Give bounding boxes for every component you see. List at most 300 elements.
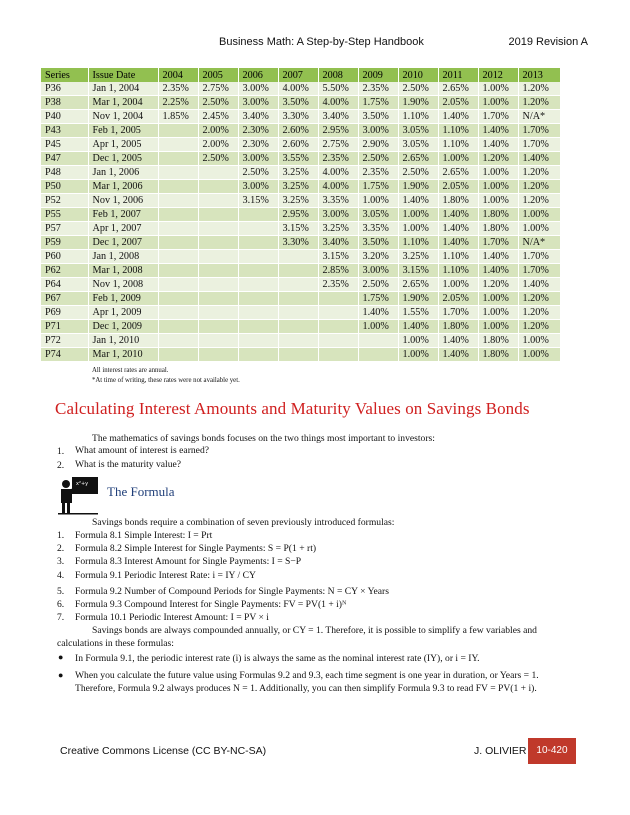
table-cell: 2.35% [358, 166, 398, 180]
table-cell: 1.20% [518, 320, 560, 334]
table-cell: P43 [41, 124, 88, 138]
table-cell [198, 348, 238, 362]
table-cell [158, 152, 198, 166]
table-cell: 1.00% [478, 306, 518, 320]
table-cell [318, 334, 358, 348]
bullet-dot: ● [58, 670, 64, 680]
table-cell: 1.40% [438, 348, 478, 362]
table-cell [198, 194, 238, 208]
table-cell: 5.50% [318, 82, 358, 96]
table-cell: 2.35% [158, 82, 198, 96]
table-cell [198, 292, 238, 306]
table-cell: 1.00% [398, 334, 438, 348]
table-cell: 1.00% [478, 96, 518, 110]
table-cell: 3.00% [358, 264, 398, 278]
table-cell: 1.20% [518, 180, 560, 194]
table-cell: 1.00% [518, 222, 560, 236]
table-cell [158, 222, 198, 236]
table-cell: 1.55% [398, 306, 438, 320]
table-row [41, 138, 560, 152]
table-cell [158, 250, 198, 264]
table-cell [158, 320, 198, 334]
formula-number: 1. [57, 530, 65, 541]
table-cell: N/A* [518, 236, 560, 250]
table-cell: 4.00% [318, 96, 358, 110]
table-cell: 1.10% [438, 124, 478, 138]
footer-author: J. OLIVIER [474, 745, 527, 757]
table-cell: 1.80% [478, 334, 518, 348]
table-row [41, 348, 560, 362]
table-cell: 1.40% [478, 124, 518, 138]
table-cell: 1.00% [518, 348, 560, 362]
table-cell: 1.00% [398, 348, 438, 362]
column-header: 2011 [438, 68, 478, 82]
table-row [41, 306, 560, 320]
table-cell: Mar 1, 2008 [88, 264, 158, 278]
table-cell: 1.20% [478, 278, 518, 292]
table-cell [198, 278, 238, 292]
formula-number: 7. [57, 612, 65, 623]
table-cell: P74 [41, 348, 88, 362]
table-cell: 1.00% [478, 292, 518, 306]
table-cell [198, 320, 238, 334]
table-cell: 2.65% [398, 278, 438, 292]
table-cell: 1.00% [438, 278, 478, 292]
footer-license: Creative Commons License (CC BY-NC-SA) [60, 745, 267, 757]
table-cell: 3.35% [318, 194, 358, 208]
table-cell: P64 [41, 278, 88, 292]
table-cell: 3.25% [278, 180, 318, 194]
table-cell: Mar 1, 2006 [88, 180, 158, 194]
table-cell: 3.35% [358, 222, 398, 236]
table-cell: Feb 1, 2005 [88, 124, 158, 138]
table-cell: P47 [41, 152, 88, 166]
table-note-unavailable: *At time of writing, these rates were not available yet. [92, 377, 240, 384]
question-number: 2. [57, 460, 65, 471]
table-cell: 1.10% [438, 250, 478, 264]
table-row [41, 292, 560, 306]
table-cell: P40 [41, 110, 88, 124]
table-cell [278, 278, 318, 292]
table-cell [158, 194, 198, 208]
table-cell: 1.40% [358, 306, 398, 320]
table-cell: Dec 1, 2009 [88, 320, 158, 334]
table-cell [238, 348, 278, 362]
formula-number: 3. [57, 556, 65, 567]
table-cell: P45 [41, 138, 88, 152]
table-cell: P59 [41, 236, 88, 250]
table-cell: 2.25% [158, 96, 198, 110]
table-cell: 1.80% [478, 208, 518, 222]
table-cell [158, 208, 198, 222]
table-cell: Jan 1, 2004 [88, 82, 158, 96]
table-cell: 2.05% [438, 96, 478, 110]
table-cell [158, 348, 198, 362]
table-cell: Feb 1, 2007 [88, 208, 158, 222]
table-cell [198, 166, 238, 180]
formula-intro: Savings bonds require a combination of seven previously introduced formulas: [92, 517, 395, 528]
table-cell: 1.80% [478, 222, 518, 236]
column-header: Series [41, 68, 88, 82]
question-number: 1. [57, 446, 65, 457]
table-cell: 2.90% [358, 138, 398, 152]
question-item: What amount of interest is earned? [75, 445, 209, 456]
table-cell [158, 138, 198, 152]
table-cell [278, 250, 318, 264]
formula-number: 6. [57, 599, 65, 610]
table-cell: 1.40% [478, 138, 518, 152]
table-cell: 1.10% [398, 236, 438, 250]
table-cell: P67 [41, 292, 88, 306]
table-cell: 3.25% [318, 222, 358, 236]
table-row [41, 180, 560, 194]
table-cell [358, 348, 398, 362]
table-cell [278, 292, 318, 306]
table-cell [238, 222, 278, 236]
bullet-item: In Formula 9.1, the periodic interest rate (i) is always the same as the nominal interest rate (IY), or i = IY. [75, 653, 480, 664]
table-cell [198, 264, 238, 278]
table-cell: 2.50% [398, 82, 438, 96]
table-cell: 2.60% [278, 138, 318, 152]
table-cell: 2.65% [398, 152, 438, 166]
table-cell: P57 [41, 222, 88, 236]
table-cell: 2.65% [438, 166, 478, 180]
table-row [41, 236, 560, 250]
table-row [41, 334, 560, 348]
table-cell: 3.30% [278, 236, 318, 250]
table-cell: 3.15% [278, 222, 318, 236]
table-note-annual: All interest rates are annual. [92, 367, 169, 374]
table-cell [278, 334, 318, 348]
formula-item: Formula 8.3 Interest Amount for Single Payments: I = S−P [75, 556, 302, 567]
table-cell: 3.05% [398, 138, 438, 152]
table-cell [158, 334, 198, 348]
table-cell: P62 [41, 264, 88, 278]
table-cell: 1.70% [518, 250, 560, 264]
table-cell: 2.50% [358, 152, 398, 166]
table-row [41, 194, 560, 208]
table-cell: 3.00% [238, 96, 278, 110]
table-cell: Apr 1, 2005 [88, 138, 158, 152]
table-cell: 2.75% [318, 138, 358, 152]
table-cell: 1.90% [398, 292, 438, 306]
table-cell: 1.00% [478, 166, 518, 180]
table-cell: 3.50% [278, 96, 318, 110]
table-cell: 1.70% [478, 236, 518, 250]
table-row [41, 320, 560, 334]
table-cell [158, 264, 198, 278]
table-cell: 1.00% [438, 152, 478, 166]
table-row [41, 152, 560, 166]
table-cell: 1.40% [478, 250, 518, 264]
table-cell: 1.75% [358, 180, 398, 194]
table-cell: 3.40% [318, 110, 358, 124]
table-cell: 1.10% [438, 138, 478, 152]
table-cell: 1.40% [438, 222, 478, 236]
table-cell [278, 320, 318, 334]
table-cell: 1.00% [518, 208, 560, 222]
table-cell: P48 [41, 166, 88, 180]
table-cell: 3.15% [318, 250, 358, 264]
table-cell: 1.00% [518, 334, 560, 348]
table-cell: 1.85% [158, 110, 198, 124]
table-row [41, 166, 560, 180]
table-row [41, 124, 560, 138]
table-cell: 3.50% [358, 110, 398, 124]
table-cell: Feb 1, 2009 [88, 292, 158, 306]
question-item: What is the maturity value? [75, 459, 182, 470]
table-cell: 2.45% [198, 110, 238, 124]
table-cell: Dec 1, 2005 [88, 152, 158, 166]
table-cell: 2.35% [318, 152, 358, 166]
table-cell: 1.90% [398, 96, 438, 110]
table-cell: 1.10% [438, 264, 478, 278]
table-cell: 1.00% [478, 82, 518, 96]
table-row [41, 222, 560, 236]
running-header-revision: 2019 Revision A [508, 36, 588, 48]
column-header: 2004 [158, 68, 198, 82]
table-cell [238, 250, 278, 264]
intro-paragraph: The mathematics of savings bonds focuses on the two things most important to investors: [92, 433, 435, 444]
table-cell: 1.00% [398, 208, 438, 222]
table-cell: 1.00% [478, 320, 518, 334]
table-cell: 2.95% [278, 208, 318, 222]
column-header: 2009 [358, 68, 398, 82]
table-cell: 3.05% [358, 208, 398, 222]
table-cell: N/A* [518, 110, 560, 124]
table-cell [198, 306, 238, 320]
table-cell [238, 264, 278, 278]
formula-item: Formula 9.2 Number of Compound Periods for Single Payments: N = CY × Years [75, 586, 389, 597]
table-cell: 2.00% [198, 138, 238, 152]
table-cell: 1.00% [478, 194, 518, 208]
table-cell [238, 236, 278, 250]
table-cell [238, 334, 278, 348]
table-cell [198, 250, 238, 264]
table-cell: P69 [41, 306, 88, 320]
table-cell: 1.20% [518, 96, 560, 110]
table-cell [198, 180, 238, 194]
table-cell: Mar 1, 2004 [88, 96, 158, 110]
table-cell: 1.20% [518, 82, 560, 96]
compounding-paragraph: Savings bonds are always compounded annually, or CY = 1. Therefore, it is possible to simplify a few variables and calculations in these formulas: [57, 625, 537, 649]
table-cell [198, 208, 238, 222]
table-cell: 3.20% [358, 250, 398, 264]
bullet-dot: ● [58, 652, 64, 662]
column-header: 2005 [198, 68, 238, 82]
table-cell [158, 180, 198, 194]
table-cell [318, 306, 358, 320]
table-cell [198, 236, 238, 250]
table-cell: 4.00% [318, 166, 358, 180]
table-cell: 3.50% [358, 236, 398, 250]
table-cell: 1.80% [478, 348, 518, 362]
table-cell: 1.00% [478, 180, 518, 194]
table-cell: 1.40% [438, 334, 478, 348]
table-row [41, 208, 560, 222]
table-cell: 4.00% [318, 180, 358, 194]
table-cell: 1.40% [398, 320, 438, 334]
table-cell: 1.40% [438, 208, 478, 222]
table-cell: 2.00% [198, 124, 238, 138]
table-cell [198, 334, 238, 348]
table-cell: 4.00% [278, 82, 318, 96]
formula-number: 2. [57, 543, 65, 554]
table-cell: 1.90% [398, 180, 438, 194]
table-cell: 2.95% [318, 124, 358, 138]
table-cell [238, 278, 278, 292]
table-cell: Jan 1, 2008 [88, 250, 158, 264]
page-number: 10-420 [528, 738, 576, 764]
table-cell: Nov 1, 2008 [88, 278, 158, 292]
table-cell: 3.00% [238, 82, 278, 96]
table-cell: 2.50% [238, 166, 278, 180]
table-cell: 3.00% [238, 180, 278, 194]
column-header: 2007 [278, 68, 318, 82]
table-row [41, 96, 560, 110]
table-cell: 1.70% [438, 306, 478, 320]
column-header: 2013 [518, 68, 560, 82]
table-cell: P55 [41, 208, 88, 222]
table-cell: Jan 1, 2010 [88, 334, 158, 348]
table-cell: 1.20% [518, 292, 560, 306]
table-cell: 1.20% [518, 306, 560, 320]
table-cell [238, 320, 278, 334]
table-cell: 1.70% [518, 124, 560, 138]
table-cell: 1.40% [438, 110, 478, 124]
table-cell [358, 334, 398, 348]
table-cell: 3.25% [278, 194, 318, 208]
table-cell: 3.40% [238, 110, 278, 124]
table-cell [198, 222, 238, 236]
svg-text:x²+y: x²+y [76, 481, 89, 487]
table-cell: 1.70% [518, 138, 560, 152]
table-cell: Jan 1, 2006 [88, 166, 158, 180]
table-cell: 3.25% [398, 250, 438, 264]
table-cell [318, 292, 358, 306]
table-cell: 2.50% [198, 96, 238, 110]
table-cell: Apr 1, 2007 [88, 222, 158, 236]
table-cell [158, 166, 198, 180]
table-cell: 2.05% [438, 292, 478, 306]
table-cell [158, 236, 198, 250]
table-cell [158, 292, 198, 306]
table-cell [238, 208, 278, 222]
column-header: 2006 [238, 68, 278, 82]
table-cell: P71 [41, 320, 88, 334]
section-title: Calculating Interest Amounts and Maturity Values on Savings Bonds [55, 399, 530, 418]
table-cell: 1.40% [518, 152, 560, 166]
table-cell: P36 [41, 82, 88, 96]
table-cell: 2.05% [438, 180, 478, 194]
table-cell: 3.30% [278, 110, 318, 124]
table-cell: Nov 1, 2004 [88, 110, 158, 124]
table-cell: 3.55% [278, 152, 318, 166]
table-cell [278, 264, 318, 278]
table-cell: P52 [41, 194, 88, 208]
table-cell: P60 [41, 250, 88, 264]
savings-bond-rates-table [41, 68, 561, 362]
table-cell: 1.00% [358, 320, 398, 334]
table-cell: 1.75% [358, 292, 398, 306]
table-cell: 2.30% [238, 124, 278, 138]
formula-heading: The Formula [107, 484, 175, 499]
formula-item: Formula 9.1 Periodic Interest Rate: i = IY / CY [75, 570, 256, 581]
table-cell [318, 320, 358, 334]
bullet-item: When you calculate the future value using Formulas 9.2 and 9.3, each time segment is one year in duration, or Years = 1. Therefore, Formula 9.2 always produces N = 1. Additionally, you can then simplify Formula 9.3 to read FV = PV(1 + i). [75, 670, 539, 694]
table-cell: Nov 1, 2006 [88, 194, 158, 208]
table-cell: 1.00% [398, 222, 438, 236]
table-cell: Mar 1, 2010 [88, 348, 158, 362]
table-cell [278, 306, 318, 320]
table-cell: 1.40% [398, 194, 438, 208]
table-cell: 2.50% [398, 166, 438, 180]
table-cell: P50 [41, 180, 88, 194]
table-cell: 3.05% [398, 124, 438, 138]
formula-item: Formula 10.1 Periodic Interest Amount: I = PV × i [75, 612, 269, 623]
table-cell [318, 348, 358, 362]
table-cell: 1.40% [518, 278, 560, 292]
table-cell: 3.00% [238, 152, 278, 166]
table-cell [158, 306, 198, 320]
table-row [41, 82, 560, 96]
table-cell: P38 [41, 96, 88, 110]
table-cell: P72 [41, 334, 88, 348]
table-cell: 2.50% [198, 152, 238, 166]
table-cell [158, 278, 198, 292]
table-cell: 1.10% [398, 110, 438, 124]
column-header: Issue Date [88, 68, 158, 82]
table-cell: 3.15% [238, 194, 278, 208]
table-cell: 3.15% [398, 264, 438, 278]
table-body [41, 82, 560, 362]
table-cell: 3.40% [318, 236, 358, 250]
table-cell: 1.00% [358, 194, 398, 208]
table-cell: 1.20% [518, 166, 560, 180]
table-cell [238, 306, 278, 320]
table-cell: 1.70% [478, 110, 518, 124]
table-cell: 1.20% [478, 152, 518, 166]
table-cell: 2.75% [198, 82, 238, 96]
teacher-at-board-icon [57, 475, 99, 515]
formula-item: Formula 8.1 Simple Interest: I = Prt [75, 530, 213, 541]
table-cell: 2.60% [278, 124, 318, 138]
table-cell: 2.35% [358, 82, 398, 96]
column-header: 2012 [478, 68, 518, 82]
table-header-row [41, 68, 560, 82]
table-cell [278, 348, 318, 362]
table-cell: 2.65% [438, 82, 478, 96]
formula-number: 4. [57, 570, 65, 581]
table-cell [238, 292, 278, 306]
table-cell: 2.50% [358, 278, 398, 292]
table-cell: 1.70% [518, 264, 560, 278]
table-cell: 3.00% [358, 124, 398, 138]
table-cell: 2.85% [318, 264, 358, 278]
running-header-title: Business Math: A Step-by-Step Handbook [219, 36, 424, 48]
table-row [41, 278, 560, 292]
table-cell: 1.80% [438, 194, 478, 208]
table-cell: 3.25% [278, 166, 318, 180]
table-row [41, 110, 560, 124]
table-cell: 2.35% [318, 278, 358, 292]
table-row [41, 264, 560, 278]
column-header: 2010 [398, 68, 438, 82]
table-cell: 1.20% [518, 194, 560, 208]
formula-number: 5. [57, 586, 65, 597]
formula-item: Formula 9.3 Compound Interest for Single Payments: FV = PV(1 + i)ᴺ [75, 599, 347, 610]
table-cell: 1.75% [358, 96, 398, 110]
